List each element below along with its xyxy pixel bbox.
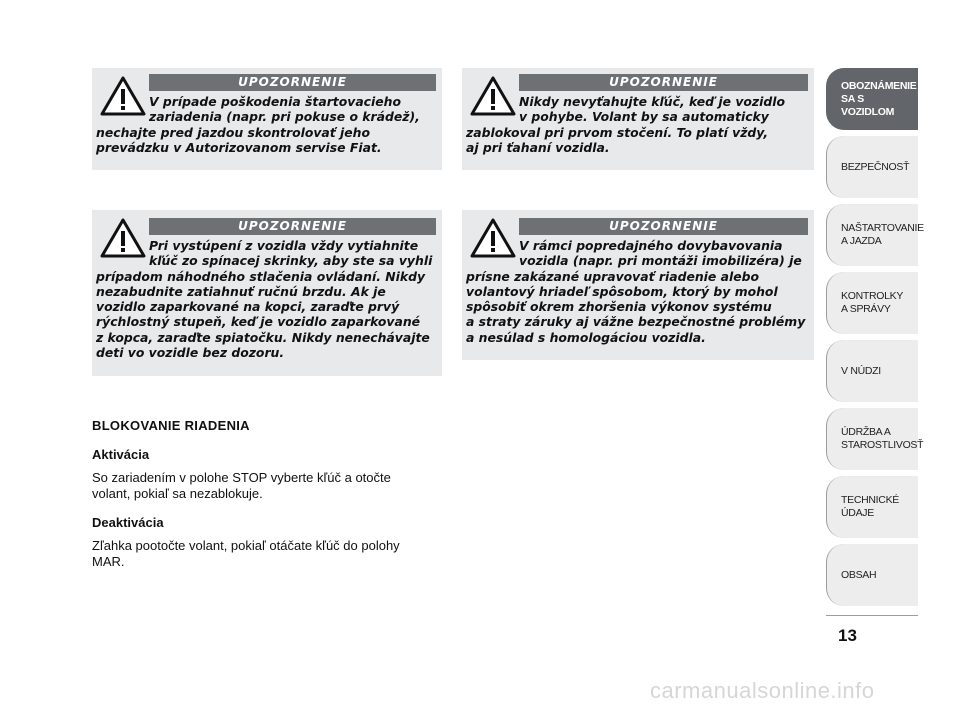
sidebar-divider (826, 615, 918, 616)
warning-text (96, 94, 436, 155)
warning-text (466, 94, 808, 155)
warning-line: volantový hriadeľ spôsobom, ktorý by mohol (466, 283, 778, 299)
tab-udrzba[interactable]: ÚDRŽBA A STAROSTLIVOSŤ (826, 408, 918, 470)
warning-line: prevádzku v Autorizovanom servise Fiat. (96, 139, 382, 155)
activation-line: volant, pokiaľ sa nezablokuje. (92, 486, 263, 501)
warning-line: nezabudnite zatiahnuť ručnú brzdu. Ak je (96, 283, 386, 299)
section-title: BLOKOVANIE RIADENIA (92, 418, 250, 433)
warning-line: v pohybe. Volant by sa automaticky (519, 109, 769, 125)
warning-box-1 (92, 68, 442, 170)
warning-line: nechajte pred jazdou skontrolovať jeho (96, 124, 371, 140)
warning-line: aj pri ťahaní vozidla. (466, 139, 610, 155)
warning-text (96, 238, 436, 360)
warning-header: UPOZORNENIE (149, 74, 436, 91)
warning-line: prípadom náhodného stlačenia ovládaní. Nikdy (96, 268, 426, 284)
warning-line: zariadenia (napr. pri pokuse o krádež), (149, 109, 420, 125)
tab-nastartovanie[interactable]: NAŠTARTOVANIE A JAZDA (826, 204, 918, 266)
warning-text (466, 238, 808, 345)
page-number: 13 (838, 626, 857, 645)
warning-line: vozidla (napr. pri montáži imobilizéra) je (519, 253, 802, 269)
tab-bezpecnost[interactable]: BEZPEČNOSŤ (826, 136, 918, 198)
warning-line: a nesúlad s homologáciou vozidla. (466, 329, 706, 345)
warning-header: UPOZORNENIE (149, 218, 436, 235)
warning-header: UPOZORNENIE (519, 74, 808, 91)
deactivation-text (92, 538, 442, 570)
warning-line: a straty záruky aj vážne bezpečnostné problémy (466, 314, 806, 330)
tab-oboznamenie[interactable]: OBOZNÁMENIE SA S VOZIDLOM (826, 68, 918, 130)
activation-title: Aktivácia (92, 447, 150, 462)
tab-kontrolky[interactable]: KONTROLKY A SPRÁVY (826, 272, 918, 334)
warning-line: Pri vystúpení z vozidla vždy vytiahnite (149, 238, 419, 253)
warning-box-2 (462, 68, 814, 170)
tab-obsah[interactable]: OBSAH (826, 544, 918, 606)
warning-line: zablokoval pri prvom stočení. To platí vždy, (466, 124, 769, 140)
warning-line: Nikdy nevyťahujte kľúč, keď je vozidlo (519, 94, 786, 109)
warning-line: deti vo vozidle bez dozoru. (96, 345, 285, 361)
activation-text (92, 470, 442, 502)
deactivation-line: Zľahka pootočte volant, pokiaľ otáčate kľúč do polohy (92, 538, 400, 553)
warning-box-4 (462, 210, 814, 360)
warning-header: UPOZORNENIE (519, 218, 808, 235)
watermark: carmanualsonline.info (650, 678, 875, 703)
steering-lock-section (92, 418, 442, 570)
warning-line: spôsobiť okrem zhoršenia výkonov systému (466, 299, 772, 315)
warning-box-3 (92, 210, 442, 376)
warning-line: vozidlo zaparkované na kopci, zaraďte prvý (96, 299, 400, 315)
activation-line: So zariadením v polohe STOP vyberte kľúč a otočte (92, 470, 391, 485)
warning-line: V prípade poškodenia štartovacieho (149, 94, 402, 109)
tab-v-nudzi[interactable]: V NÚDZI (826, 340, 918, 402)
warning-line: V rámci popredajného dovybavovania (519, 238, 783, 253)
warning-line: kľúč zo spínacej skrinky, aby ste sa vyhli (149, 253, 433, 269)
tab-technicke[interactable]: TECHNICKÉ ÚDAJE (826, 476, 918, 538)
deactivation-line: MAR. (92, 554, 125, 569)
warning-line: rýchlostný stupeň, keď je vozidlo zaparkované (96, 314, 421, 330)
warning-line: z kopca, zaraďte spiatočku. Nikdy nenechávajte (96, 329, 430, 345)
deactivation-title: Deaktivácia (92, 515, 164, 530)
warning-line: prísne zakázané upravovať riadenie alebo (466, 268, 760, 284)
